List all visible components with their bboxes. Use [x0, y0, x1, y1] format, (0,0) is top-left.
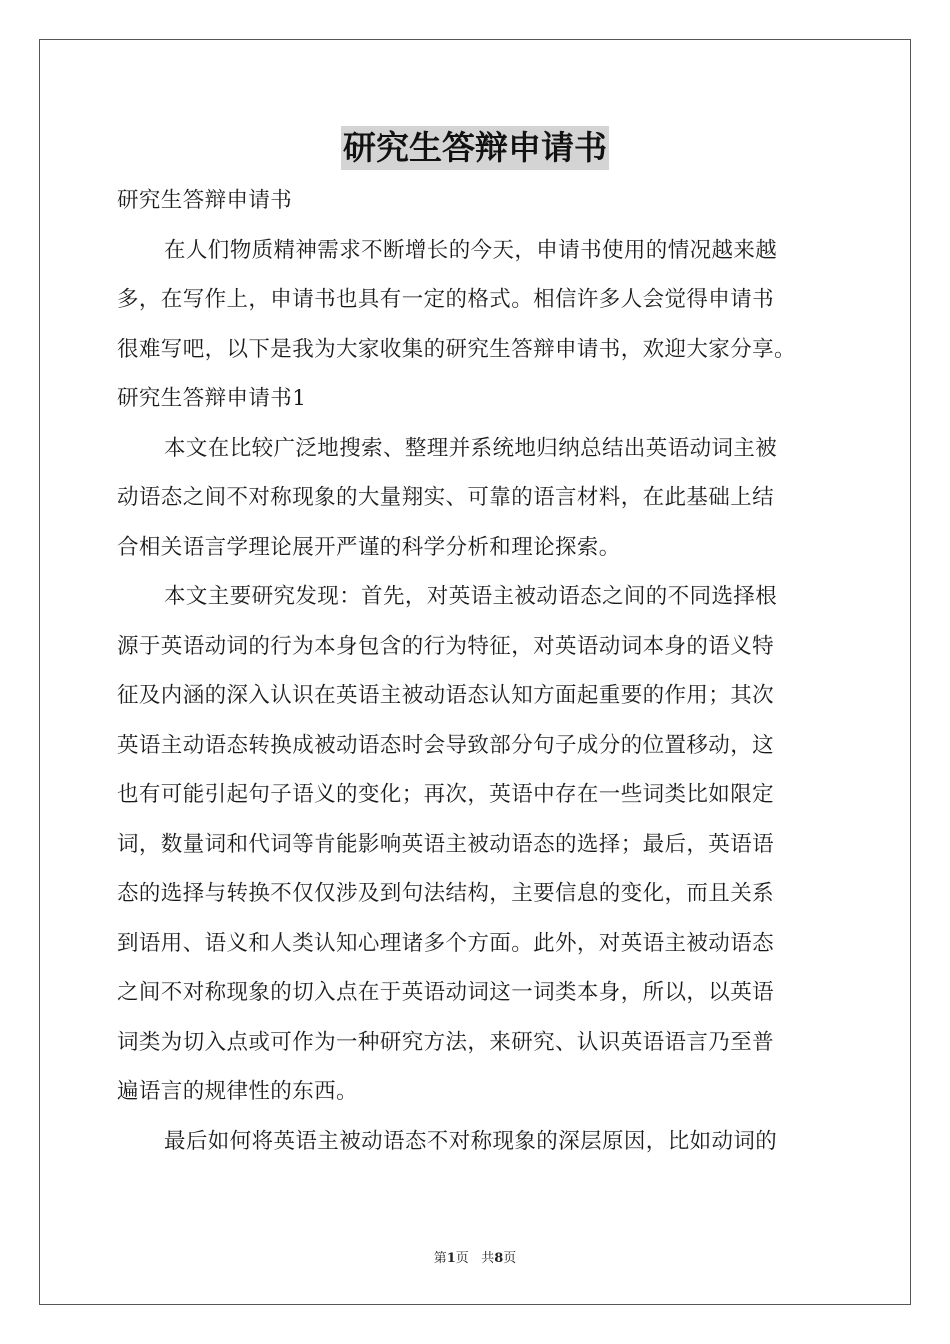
text-line: 最后如何将英语主被动语态不对称现象的深层原因，比如动词的	[164, 1128, 778, 1154]
text-line: 词类为切入点或可作为一种研究方法，来研究、认识英语语言乃至普	[117, 1029, 775, 1055]
page-footer	[0, 1247, 950, 1266]
footer-total-prefix: 共	[481, 1251, 495, 1266]
title-container	[0, 126, 950, 170]
footer-page-suffix: 页	[455, 1251, 469, 1266]
text-line: 研究生答辩申请书	[117, 188, 293, 213]
footer-total-suffix: 页	[503, 1251, 517, 1266]
document-title: 研究生答辩申请书	[341, 126, 609, 170]
text-line: 征及内涵的深入认识在英语主被动语态认知方面起重要的作用；其次	[117, 683, 775, 708]
text-line: 英语主动语态转换成被动语态时会导致部分句子成分的位置移动，这	[117, 732, 775, 758]
text-line: 也有可能引起句子语义的变化；再次，英语中存在一些词类比如限定	[117, 782, 775, 807]
text-line: 很难写吧，以下是我为大家收集的研究生答辩申请书，欢迎大家分享。	[117, 336, 796, 362]
text-line: 之间不对称现象的切入点在于英语动词这一词类本身，所以，以英语	[117, 980, 775, 1005]
footer-page-prefix: 第	[433, 1251, 447, 1266]
text-line: 词，数量词和代词等肯能影响英语主被动语态的选择；最后，英语语	[117, 831, 775, 857]
text-line: 动语态之间不对称现象的大量翔实、可靠的语言材料，在此基础上结	[117, 485, 775, 510]
text-line: 在人们物质精神需求不断增长的今天，申请书使用的情况越来越	[164, 237, 778, 263]
text-line: 研究生答辩申请书1	[117, 386, 307, 411]
text-line: 合相关语言学理论展开严谨的科学分析和理论探索。	[117, 534, 621, 560]
text-line: 源于英语动词的行为本身包含的行为特征，对英语动词本身的语义特	[117, 633, 775, 659]
footer-total-pages: 8	[494, 1251, 504, 1266]
footer-page-number: 1	[446, 1251, 456, 1266]
text-line: 到语用、语义和人类认知心理诸多个方面。此外，对英语主被动语态	[117, 930, 775, 956]
text-line: 本文主要研究发现：首先，对英语主被动语态之间的不同选择根	[164, 584, 778, 609]
text-line: 态的选择与转换不仅仅涉及到句法结构，主要信息的变化，而且关系	[117, 881, 775, 906]
text-line: 多，在写作上，申请书也具有一定的格式。相信许多人会觉得申请书	[117, 287, 775, 312]
text-line: 遍语言的规律性的东西。	[117, 1079, 358, 1104]
text-line: 本文在比较广泛地搜索、整理并系统地归纳总结出英语动词主被	[164, 435, 778, 461]
document-body	[117, 176, 835, 1166]
